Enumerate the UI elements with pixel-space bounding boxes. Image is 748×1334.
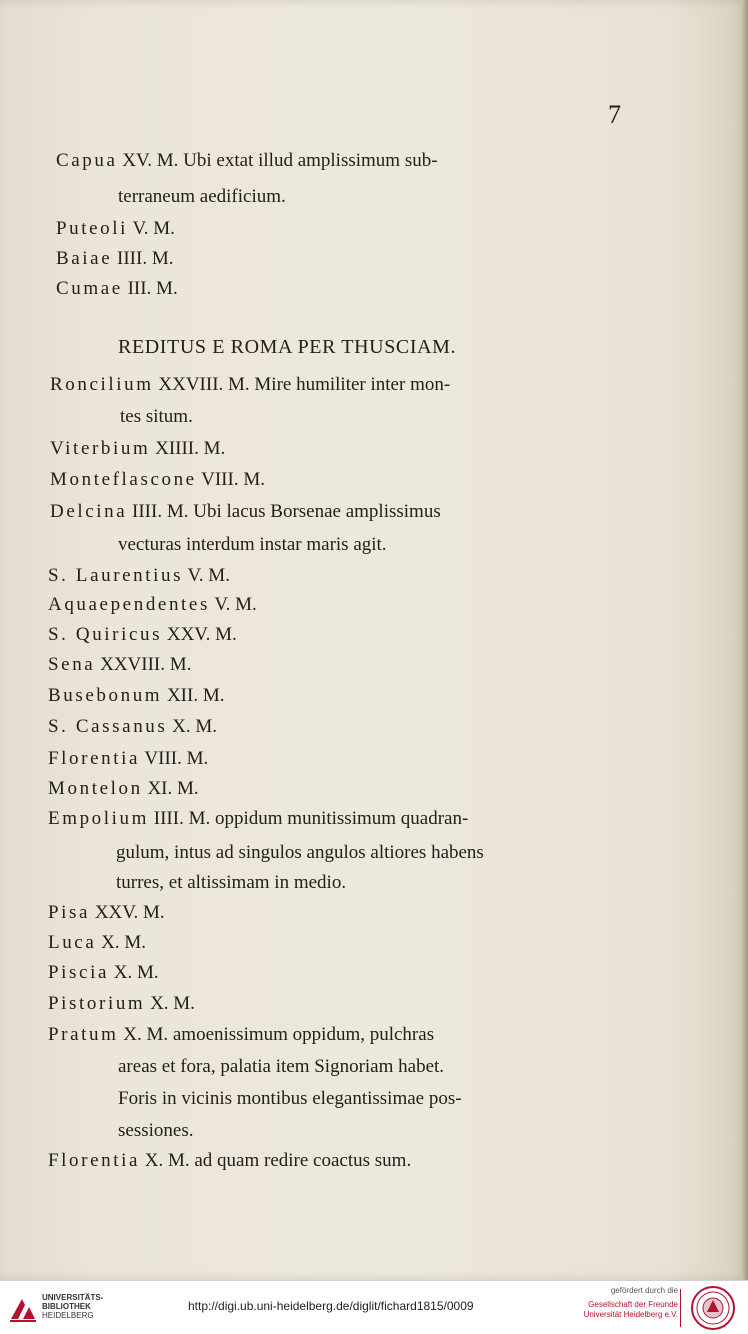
library-name [42, 1293, 122, 1320]
text-line [48, 561, 230, 591]
line-text: V. M. [128, 218, 175, 239]
text-line [48, 681, 224, 711]
sponsor-credit [560, 1286, 678, 1320]
line-text: X. M. ad quam redire coactus sum. [140, 1150, 412, 1171]
line-text: IIII. M. oppidum munitissimum quadran- [149, 808, 469, 829]
place-name: Sena [48, 654, 96, 675]
place-name: Empolium [48, 808, 150, 829]
place-name: S. Laurentius [48, 565, 184, 586]
place-name: Florentia [48, 1150, 140, 1171]
place-name: Delcina [50, 501, 128, 522]
library-name-line: UNIVERSITÄTS- [42, 1293, 104, 1302]
line-text: X. M. [109, 962, 159, 983]
text-line [56, 146, 438, 176]
digitization-footer [0, 1280, 748, 1334]
text-line [48, 1146, 411, 1176]
ub-heidelberg-logo-icon[interactable] [8, 1293, 38, 1323]
text-line [48, 898, 165, 928]
text-line [56, 244, 173, 274]
text-line [48, 620, 237, 650]
place-name: Pistorium [48, 993, 146, 1014]
text-line [118, 1052, 444, 1082]
place-name: Aquaependentes [48, 594, 210, 615]
place-name: Pratum [48, 1024, 119, 1045]
library-name-line: BIBLIOTHEK [42, 1302, 91, 1311]
place-name: Piscia [48, 962, 109, 983]
line-text: IIII. M. Ubi lacus Borsenae amplissimus [127, 501, 441, 522]
line-text: VIII. M. [196, 469, 265, 490]
line-text: X. M. [145, 993, 195, 1014]
line-text: tes situm. [120, 406, 193, 427]
line-text: IIII. M. [112, 248, 174, 269]
text-line [48, 958, 159, 988]
line-text: V. M. [209, 594, 257, 615]
line-text: XXV. M. [90, 902, 165, 923]
line-text: XII. M. [162, 685, 225, 706]
place-name: Baiae [56, 248, 113, 269]
text-line [50, 370, 450, 400]
line-text: gulum, intus ad singulos angulos altiores habens [116, 842, 484, 863]
sponsor-label: gefördert durch die [610, 1286, 678, 1295]
sponsor-org-line-2: Universität Heidelberg e.V. [583, 1310, 678, 1319]
place-name: Montelon [48, 778, 143, 799]
line-text: X. M. [167, 716, 218, 737]
text-line [50, 434, 225, 464]
line-text: turres, et altissimam in medio. [116, 872, 347, 893]
line-text: VIII. M. [140, 748, 209, 769]
place-name: Cumae [56, 278, 123, 299]
place-name: S. Cassanus [48, 716, 168, 737]
text-line [48, 650, 191, 680]
text-line [50, 465, 265, 495]
line-text: XXV. M. [162, 624, 237, 645]
text-line [48, 744, 208, 774]
line-text: XXVIII. M. Mire humiliter inter mon- [153, 374, 451, 395]
text-line [48, 590, 257, 620]
page-number: 7 [608, 100, 621, 129]
text-line [50, 497, 441, 527]
place-name: Florentia [48, 748, 140, 769]
line-text: sessiones. [118, 1120, 194, 1141]
text-line [56, 214, 175, 244]
line-text: XXVIII. M. [95, 654, 192, 675]
line-text: areas et fora, palatia item Signoriam habet. [118, 1056, 445, 1077]
text-line [118, 1116, 193, 1146]
place-name: Monteflascone [50, 469, 197, 490]
sponsor-org: Gesellschaft der Freunde [588, 1300, 678, 1309]
university-seal-icon[interactable] [690, 1285, 736, 1331]
line-text: terraneum aedificium. [118, 186, 286, 207]
line-text: V. M. [183, 565, 230, 586]
line-text: X. M. [96, 932, 146, 953]
text-line [48, 774, 199, 804]
text-line [116, 868, 346, 898]
text-line [118, 182, 286, 212]
place-name: Pisa [48, 902, 91, 923]
place-name: Viterbium [50, 438, 151, 459]
permalink-url[interactable]: http://digi.ub.uni-heidelberg.de/diglit/fichard1815/0009 [188, 1299, 474, 1313]
text-line [48, 989, 195, 1019]
text-line [118, 530, 387, 560]
line-text: vecturas interdum instar maris agit. [118, 534, 387, 555]
footer-divider [680, 1289, 681, 1327]
text-line [56, 274, 178, 304]
place-name: Puteoli [56, 218, 129, 239]
line-text: Foris in vicinis montibus elegantissimae pos- [118, 1088, 462, 1109]
place-name: Busebonum [48, 685, 163, 706]
text-line [48, 928, 146, 958]
text-line [120, 402, 193, 432]
line-text: XV. M. Ubi extat illud amplissimum sub- [117, 150, 438, 171]
section-heading: REDITUS E ROMA PER THUSCIAM. [118, 336, 457, 358]
text-line [48, 804, 468, 834]
line-text: XIIII. M. [150, 438, 226, 459]
library-name-line: HEIDELBERG [42, 1311, 94, 1320]
place-name: S. Quiricus [48, 624, 163, 645]
line-text: XI. M. [142, 778, 199, 799]
line-text: III. M. [122, 278, 178, 299]
page-edge-shadow [742, 0, 748, 1280]
text-line [116, 838, 484, 868]
place-name: Luca [48, 932, 97, 953]
place-name: Roncilium [50, 374, 154, 395]
line-text: X. M. amoenissimum oppidum, pulchras [118, 1024, 435, 1045]
text-line [118, 1084, 462, 1114]
place-name: Capua [56, 150, 118, 171]
text-line [48, 712, 217, 742]
text-line [48, 1020, 434, 1050]
